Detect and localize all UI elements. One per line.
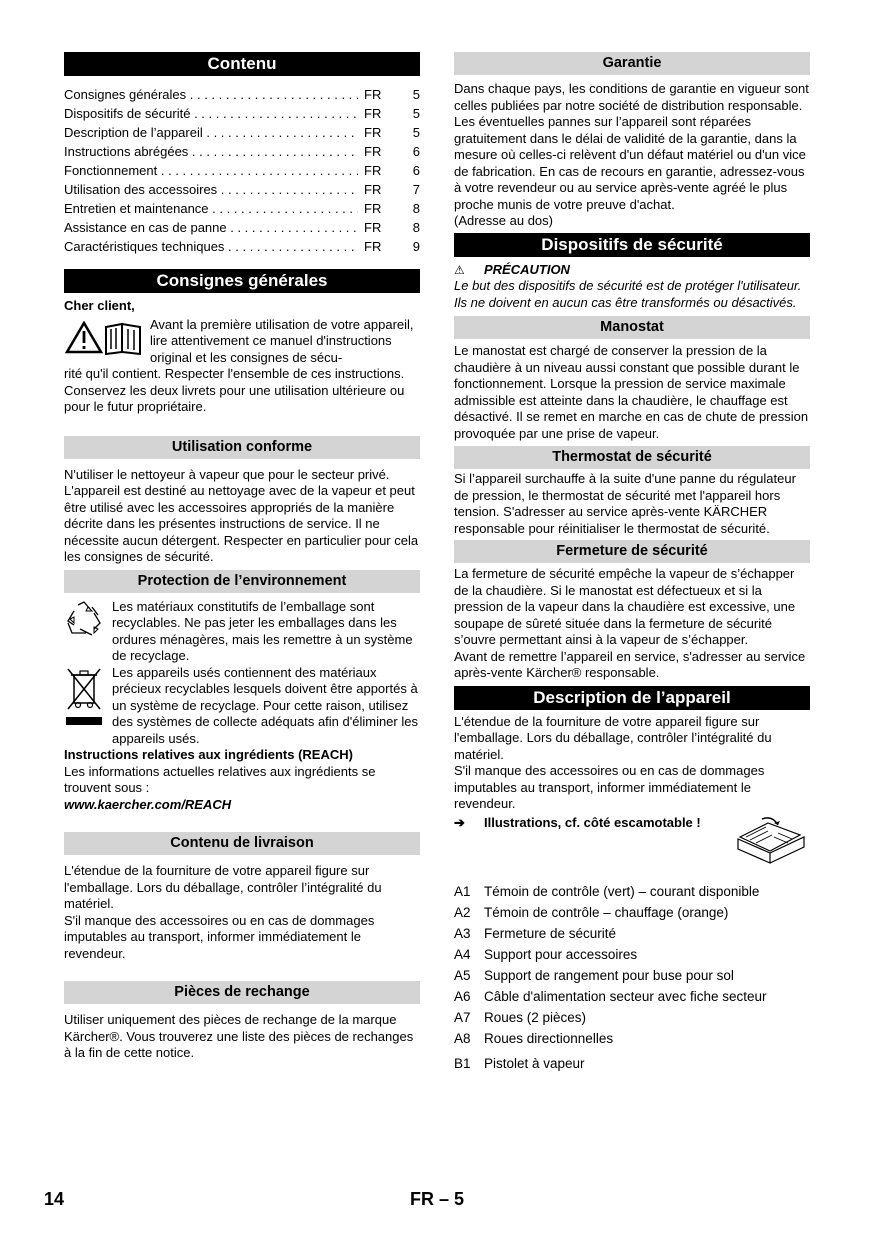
toc-title: Consignes générales . . . [64,85,358,104]
manostat-heading: Manostat [454,316,810,339]
spare-parts-p1: Utiliser uniquement des pièces de rechange de la marque Kärcher®. Vous trouverez une liste des pièces de rechanges à la fin de cette notice. [64,1012,414,1060]
warning-triangle-icon: ⚠ [454,262,465,277]
toc-page: 9 [412,239,420,254]
toc-page: 5 [412,106,420,121]
toc-title: Utilisation des accessoires . . . [64,180,358,199]
toc-lang: FR [364,87,382,102]
environment-heading: Protection de l’environnement [64,570,420,593]
spare-parts-heading: Pièces de rechange [64,981,420,1004]
toc-row[interactable] [64,199,420,218]
toc-row[interactable] [64,142,420,161]
toc-lang: FR [364,125,382,140]
toc-lang: FR [364,201,382,216]
reach-text: Les informations actuelles relatives aux ingrédients se trouvent sous : [64,763,376,795]
toc-title: Instructions abrégées . . . [64,142,358,161]
manual-warning-icon [64,317,150,367]
intro-text-rest: rité qu'il contient. Respecter l'ensemble de ces instructions. Conservez les deux livrets pour une utilisation ultérieure ou pour le futur propriétaire. [64,366,405,414]
toc-page: 5 [412,87,420,102]
toc-row[interactable] [64,123,420,142]
left-column [64,52,420,1062]
salutation: Cher client, [64,298,135,313]
caution-label: PRÉCAUTION [484,261,570,277]
manostat-text: Le manostat est chargé de conserver la pression de la chaudière à un niveau aussi constant que possible durant le fonctionnement. Lorsque la pression de service maximale admissible est atteinte dans la chaudière, le chauffage est désactivé. Il se remet en marche en cas de chute de pression provoquée par une prise de vapeur. [454,343,809,441]
arrow-right-icon: ➔ [454,814,465,830]
toc-title: Fonctionnement . . . [64,161,358,180]
toc-page: 8 [412,201,420,216]
description-p2: S'il manque des accessoires ou en cas de dommages imputables au transport, informer immédiatement le revendeur. [454,763,765,811]
environment-p2: Les appareils usés contiennent des matériaux précieux recyclables lesquels doivent être apportés à un système de recyclage. Pour cette raison, utilisez des systèmes de collecte adéquats afin d'éliminer les appareils usés. [112,664,418,746]
list-item: A4 Support pour accessoires [454,946,638,962]
toc-page: 8 [412,220,420,235]
delivery-p2: S'il manque des accessoires ou en cas de dommages imputables au transport, informer immédiatement le revendeur. [64,912,375,961]
list-item: A3 Fermeture de sécurité [454,925,617,941]
toc-title: Assistance en cas de panne . . . [64,218,358,237]
description-p1: L'étendue de la fourniture de votre appareil figure sur l'emballage. Lors du déballage, contrôler l’intégralité du matériel. [454,713,772,762]
intro-text-wrap: Avant la première utilisation de votre appareil, lire attentivement ce manuel d'instructions original et les consignes de sécu- [150,316,414,365]
toc-page: 5 [412,125,420,140]
open-book-icon [734,815,808,869]
proper-use-p1: N'utiliser le nettoyeur à vapeur que pour le secteur privé. [64,466,390,482]
list-item: A1 Témoin de contrôle (vert) – courant disponible [454,883,760,899]
page-number: 14 [44,1189,65,1209]
recycling-block [64,599,420,665]
reach-url-link[interactable]: www.kaercher.com/REACH [64,796,232,812]
general-heading: Consignes générales [64,269,420,293]
closure-heading: Fermeture de sécurité [454,540,810,563]
toc-row[interactable] [64,161,420,180]
warranty-heading: Garantie [454,52,810,75]
weee-block [64,665,420,748]
parts-list [454,881,810,1074]
toc-page: 6 [412,144,420,159]
toc-lang: FR [364,163,382,178]
toc-title: Dispositifs de sécurité . . . [64,104,358,123]
thermostat-heading: Thermostat de sécurité [454,446,810,469]
warranty-p1: Dans chaque pays, les conditions de garantie en vigueur sont celles publiées par notre société de distribution responsable. Les éventuelles pannes sur l’appareil sont réparées gratuitement dans le délai de validité de la garantie, dans la mesure où celles-ci relèvent d'un défaut matériel ou d'un vice de fabrication. En cas de recours en garantie, adressez-vous à votre revendeur ou au service après-vente agréé le plus proche munis de votre preuve d'achat. [454,81,809,212]
toc-lang: FR [364,106,382,121]
table-of-contents [64,85,420,256]
proper-use-p2: L'appareil est destiné au nettoyage avec de la vapeur et peut être utilisé avec les accessoires appropriés de la manière décrite dans les présentes instructions de service. Il ne nécessite aucun détergent. Respecter en particulier pour cela les consignes de sécurité. [64,483,419,564]
list-item: A8 Roues directionnelles [454,1030,614,1046]
warranty-p2: (Adresse au dos) [454,213,553,228]
toc-lang: FR [364,220,382,235]
delivery-heading: Contenu de livraison [64,832,420,855]
toc-title: Entretien et maintenance . . . [64,199,358,218]
toc-lang: FR [364,239,382,254]
list-item: A5 Support de rangement pour buse pour sol [454,967,734,983]
toc-page: 7 [412,182,420,197]
list-item: B1 Pistolet à vapeur [454,1055,585,1071]
toc-lang: FR [364,144,382,159]
closure-p2: Avant de remettre l’appareil en service, s'adresser au service après-vente Kärcher® responsable. [454,648,806,680]
list-item: A6 Câble d'alimentation secteur avec fiche secteur [454,988,767,1004]
list-item: A7 Roues (2 pièces) [454,1009,587,1025]
delivery-p1: L'étendue de la fourniture de votre appareil figure sur l'emballage. Lors du déballage, contrôler l’intégralité du matériel. [64,863,382,911]
toc-row[interactable] [64,180,420,199]
intro-block [64,317,420,367]
toc-row[interactable] [64,85,420,104]
toc-row[interactable] [64,104,420,123]
list-item: A2 Témoin de contrôle – chauffage (orange) [454,904,729,920]
page-reference: FR – 5 [410,1189,465,1209]
thermostat-text: Si l’appareil surchauffe à la suite d'une panne du régulateur de pression, le thermostat de sécurité met l'appareil hors tension. S'adresser au service après-vente KÄRCHER responsable pour réinitialiser le thermostat de sécurité. [454,471,796,536]
toc-row[interactable] [64,237,420,256]
toc-title: Description de l’appareil . . . [64,123,358,142]
right-column [454,52,810,1074]
caution-text: Le but des dispositifs de sécurité est de protéger l'utilisateur. Ils ne doivent en aucun cas être transformés ou désactivés. [454,278,802,310]
caution-line [454,262,810,279]
recycling-icon [64,599,112,665]
proper-use-heading: Utilisation conforme [64,436,420,459]
environment-p1: Les matériaux constitutifs de l’emballage sont recyclables. Ne pas jeter les emballages dans les ordures ménagères, mais les remettre à un système de recyclage. [112,598,413,663]
toc-lang: FR [364,182,382,197]
crossed-bin-icon [64,665,112,748]
illustrations-text: Illustrations, cf. côté escamotable ! [484,814,701,830]
reach-title: Instructions relatives aux ingrédients (REACH) [64,747,353,762]
toc-row[interactable] [64,218,420,237]
description-heading: Description de l’appareil [454,686,810,710]
toc-title: Caractéristiques techniques . . . [64,237,358,256]
toc-page: 6 [412,163,420,178]
closure-p1: La fermeture de sécurité empêche la vapeur de s’échapper de la chaudière. Si le manostat est défectueux et si la pression de la vapeur dans la chaudière est excessive, une soupape de sûreté située dans la fermeture de sécurité s’ouvre permettant ainsi à la vapeur de s’échapper. [454,566,796,647]
illustrations-note [454,815,810,869]
contents-heading: Contenu [64,52,420,76]
safety-heading: Dispositifs de sécurité [454,233,810,257]
